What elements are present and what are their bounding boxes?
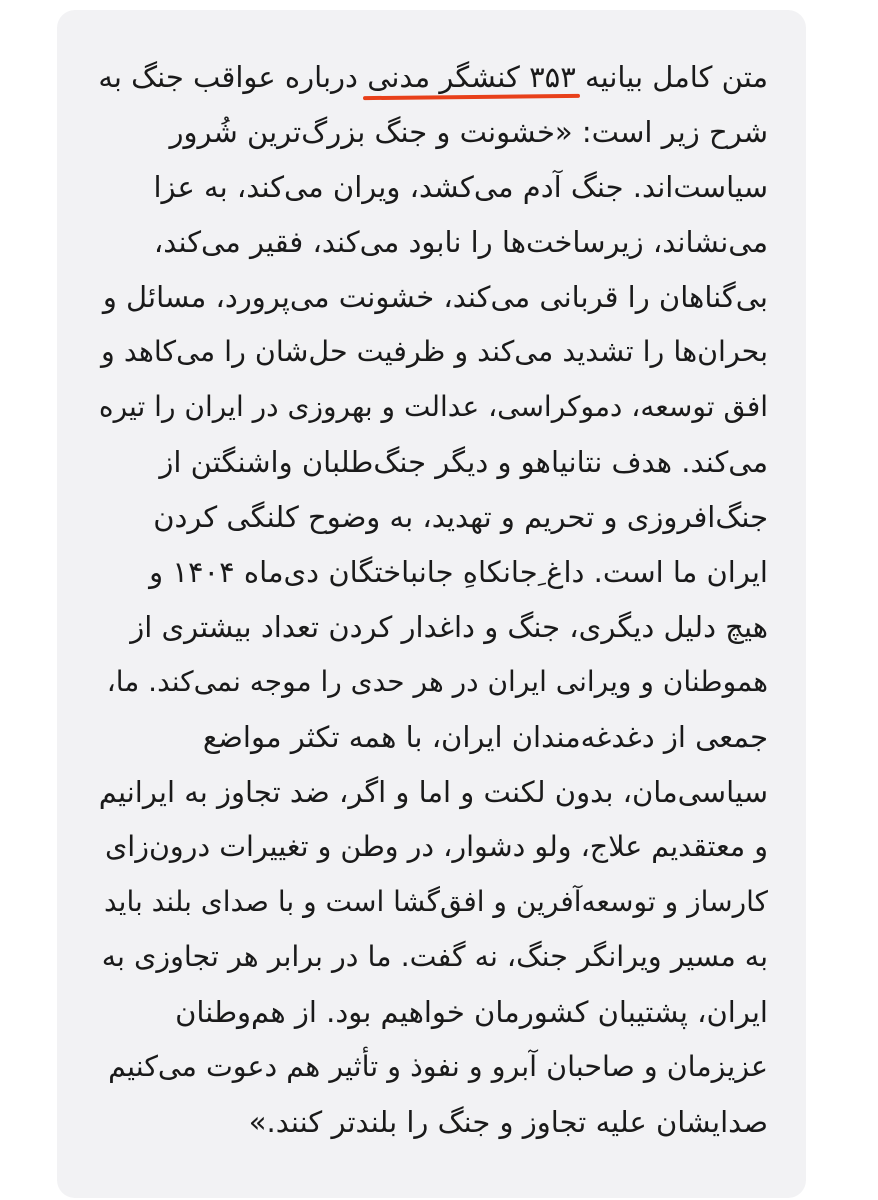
statement-line: هموطنان و ویرانی ایران در هر حدی را موجه نمی‌کند. ما، [106, 665, 768, 698]
statement-line: می‌نشاند، زیرساخت‌ها را نابود می‌کند، فقیر می‌کند، [153, 225, 768, 259]
statement-line: می‌کند. هدف نتانیاهو و دیگر جنگ‌طلبان واشنگتن از [159, 445, 768, 479]
statement-line: بحران‌ها را تشدید می‌کند و ظرفیت حل‌شان را می‌کاهد و [101, 335, 768, 368]
statement-line: ایران، پشتیبان کشورمان خواهیم بود. از هم‌وطنان [175, 995, 768, 1029]
statement-line: جمعی از دغدغه‌مندان ایران، با همه تکثر مواضع [202, 720, 768, 754]
statement-line: افق توسعه، دموکراسی، عدالت و بهروزی در ایران را تیره [98, 390, 768, 423]
statement-line: عزیزمان و صاحبان آبرو و نفوذ و تأثیر هم دعوت می‌کنیم [108, 1050, 768, 1083]
statement-line: هیچ دلیل دیگری، جنگ و داغدار کردن تعداد بیشتری از [130, 610, 768, 644]
statement-line: به مسیر ویرانگر جنگ، نه گفت. ما در برابر هر تجاوزی به [101, 940, 768, 973]
statement-line: متن کامل بیانیه ۳۵۳ کنشگر مدنی درباره عواقب جنگ به [98, 52, 768, 107]
statement-line: صدایشان علیه تجاوز و جنگ را بلندتر کنند.» [248, 1105, 768, 1139]
highlighted-phrase: ۳۵۳ کنشگر مدنی [367, 52, 576, 102]
red-underline [363, 94, 580, 100]
statement-text [98, 52, 768, 1152]
statement-line: شرح زیر است: «خشونت و جنگ بزرگ‌ترین شُرور [169, 115, 768, 149]
statement-line: ایران ما است. داغ ِجانکاهِ جانباختگان دی‌ماه ۱۴۰۴ و [149, 555, 768, 589]
statement-line: جنگ‌افروزی و تحریم و تهدید، به وضوح کلنگی کردن [153, 500, 768, 534]
statement-line: سیاست‌اند. جنگ آدم می‌کشد، ویران می‌کند، به عزا [153, 170, 768, 204]
statement-line: سیاسی‌مان، بدون لکنت و اما و اگر، ضد تجاوز به ایرانیم [98, 775, 768, 809]
statement-line: کارساز و توسعه‌آفرین و افق‌گشا است و با صدای بلند باید [103, 885, 768, 918]
statement-line: بی‌گناهان را قربانی می‌کند، خشونت می‌پرورد، مسائل و [102, 280, 768, 314]
statement-line: و معتقدیم علاج، ولو دشوار، در وطن و تغییرات درون‌زای [105, 830, 768, 863]
